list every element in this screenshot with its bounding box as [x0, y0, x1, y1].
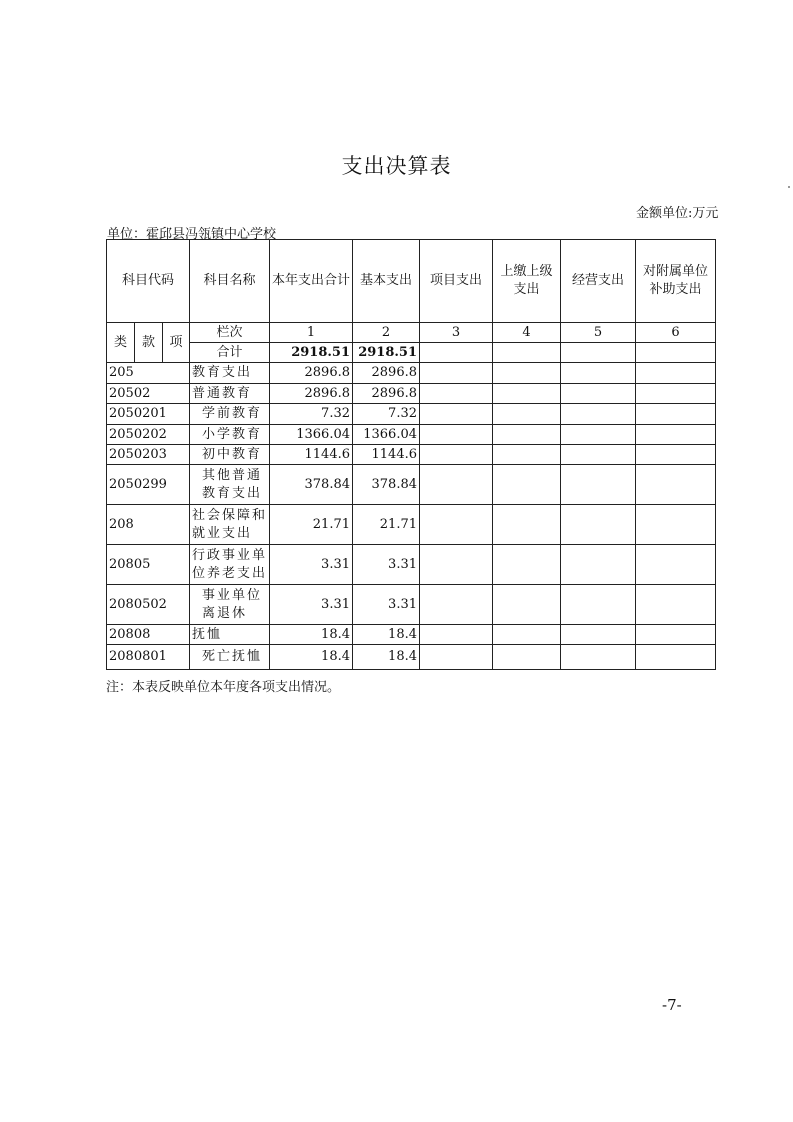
expenditure-table: [106, 239, 716, 670]
row-basic: 7.32: [353, 404, 420, 425]
row-name: 抚恤: [190, 625, 270, 645]
row-subsidy: [636, 384, 716, 404]
row-code: 2050202: [107, 425, 190, 445]
header-kuan: 款: [135, 323, 163, 363]
total-amount: 2918.51: [270, 343, 353, 363]
col-index-2: 2: [353, 323, 420, 343]
page-title: 支出决算表: [341, 154, 452, 178]
row-total: 3.31: [270, 545, 353, 585]
row-business: [561, 384, 636, 404]
row-name: 事业单位离退休: [190, 585, 270, 625]
row-code: 2080502: [107, 585, 190, 625]
total-label: 合计: [190, 343, 270, 363]
total-row: [107, 343, 716, 363]
row-subsidy: [636, 465, 716, 505]
row-subsidy: [636, 625, 716, 645]
row-basic: 1366.04: [353, 425, 420, 445]
row-upper: [493, 625, 561, 645]
amount-unit-label: 金额单位:万元: [636, 206, 719, 221]
row-project: [420, 505, 493, 545]
row-subsidy: [636, 445, 716, 465]
header-subsidy: 对附属单位补助支出: [636, 240, 716, 323]
row-project: [420, 545, 493, 585]
row-total: 7.32: [270, 404, 353, 425]
total-upper: [493, 343, 561, 363]
row-business: [561, 465, 636, 505]
row-upper: [493, 465, 561, 505]
row-business: [561, 645, 636, 670]
col-index-5: 5: [561, 323, 636, 343]
organization-unit-label: 单位：霍邱县冯瓴镇中心学校: [107, 227, 277, 242]
row-total: 378.84: [270, 465, 353, 505]
row-upper: [493, 425, 561, 445]
table-row: [107, 465, 716, 505]
row-business: [561, 505, 636, 545]
total-subsidy: [636, 343, 716, 363]
row-subsidy: [636, 545, 716, 585]
row-project: [420, 645, 493, 670]
row-business: [561, 585, 636, 625]
table-row: [107, 384, 716, 404]
row-upper: [493, 645, 561, 670]
row-project: [420, 585, 493, 625]
row-basic: 2896.8: [353, 363, 420, 384]
row-basic: 1144.6: [353, 445, 420, 465]
row-business: [561, 445, 636, 465]
row-subsidy: [636, 645, 716, 670]
table-row: [107, 545, 716, 585]
table-row: [107, 404, 716, 425]
row-upper: [493, 545, 561, 585]
table-row: [107, 363, 716, 384]
table-row: [107, 625, 716, 645]
row-code: 2050201: [107, 404, 190, 425]
row-basic: 21.71: [353, 505, 420, 545]
row-total: 1144.6: [270, 445, 353, 465]
row-code: 20808: [107, 625, 190, 645]
total-business: [561, 343, 636, 363]
row-project: [420, 363, 493, 384]
row-total: 1366.04: [270, 425, 353, 445]
row-total: 2896.8: [270, 384, 353, 404]
header-lei: 类: [107, 323, 135, 363]
row-code: 205: [107, 363, 190, 384]
row-total: 18.4: [270, 645, 353, 670]
row-total: 3.31: [270, 585, 353, 625]
row-business: [561, 425, 636, 445]
row-project: [420, 445, 493, 465]
table-row: [107, 505, 716, 545]
row-basic: 378.84: [353, 465, 420, 505]
header-row: [107, 240, 716, 323]
row-upper: [493, 505, 561, 545]
header-total: 本年支出合计: [270, 240, 353, 323]
total-basic: 2918.51: [353, 343, 420, 363]
column-index-row: [107, 323, 716, 343]
row-basic: 18.4: [353, 645, 420, 670]
row-project: [420, 625, 493, 645]
row-upper: [493, 363, 561, 384]
row-total: 18.4: [270, 625, 353, 645]
row-project: [420, 465, 493, 505]
table-row: [107, 425, 716, 445]
total-project: [420, 343, 493, 363]
row-name: 其他普通教育支出: [190, 465, 270, 505]
header-upper: 上缴上级支出: [493, 240, 561, 323]
header-name: 科目名称: [190, 240, 270, 323]
row-project: [420, 404, 493, 425]
row-code: 2050203: [107, 445, 190, 465]
row-name: 死亡抚恤: [190, 645, 270, 670]
header-basic: 基本支出: [353, 240, 420, 323]
header-xiang: 项: [163, 323, 190, 363]
row-business: [561, 545, 636, 585]
row-basic: 18.4: [353, 625, 420, 645]
row-upper: [493, 445, 561, 465]
row-name: 小学教育: [190, 425, 270, 445]
header-project: 项目支出: [420, 240, 493, 323]
row-upper: [493, 404, 561, 425]
table-row: [107, 585, 716, 625]
row-name: 普通教育: [190, 384, 270, 404]
row-upper: [493, 585, 561, 625]
col-index-6: 6: [636, 323, 716, 343]
row-name: 初中教育: [190, 445, 270, 465]
col-index-3: 3: [420, 323, 493, 343]
row-business: [561, 363, 636, 384]
row-business: [561, 625, 636, 645]
row-business: [561, 404, 636, 425]
table-note: 注：本表反映单位本年度各项支出情况。: [106, 680, 341, 695]
row-code: 2050299: [107, 465, 190, 505]
col-index-4: 4: [493, 323, 561, 343]
row-name: 行政事业单位养老支出: [190, 545, 270, 585]
row-code: 20502: [107, 384, 190, 404]
row-subsidy: [636, 505, 716, 545]
row-total: 2896.8: [270, 363, 353, 384]
row-code: 20805: [107, 545, 190, 585]
row-code: 208: [107, 505, 190, 545]
row-subsidy: [636, 585, 716, 625]
page-number: -7-: [662, 996, 682, 1014]
row-project: [420, 384, 493, 404]
header-lanci: 栏次: [190, 323, 270, 343]
row-subsidy: [636, 404, 716, 425]
col-index-1: 1: [270, 323, 353, 343]
row-name: 教育支出: [190, 363, 270, 384]
table-row: [107, 445, 716, 465]
header-business: 经营支出: [561, 240, 636, 323]
table-row: [107, 645, 716, 670]
row-upper: [493, 384, 561, 404]
row-name: 社会保障和就业支出: [190, 505, 270, 545]
row-subsidy: [636, 363, 716, 384]
row-name: 学前教育: [190, 404, 270, 425]
row-basic: 2896.8: [353, 384, 420, 404]
row-total: 21.71: [270, 505, 353, 545]
row-subsidy: [636, 425, 716, 445]
scan-mark: [788, 186, 790, 188]
row-basic: 3.31: [353, 545, 420, 585]
row-code: 2080801: [107, 645, 190, 670]
header-code: 科目代码: [107, 240, 190, 323]
row-project: [420, 425, 493, 445]
row-basic: 3.31: [353, 585, 420, 625]
